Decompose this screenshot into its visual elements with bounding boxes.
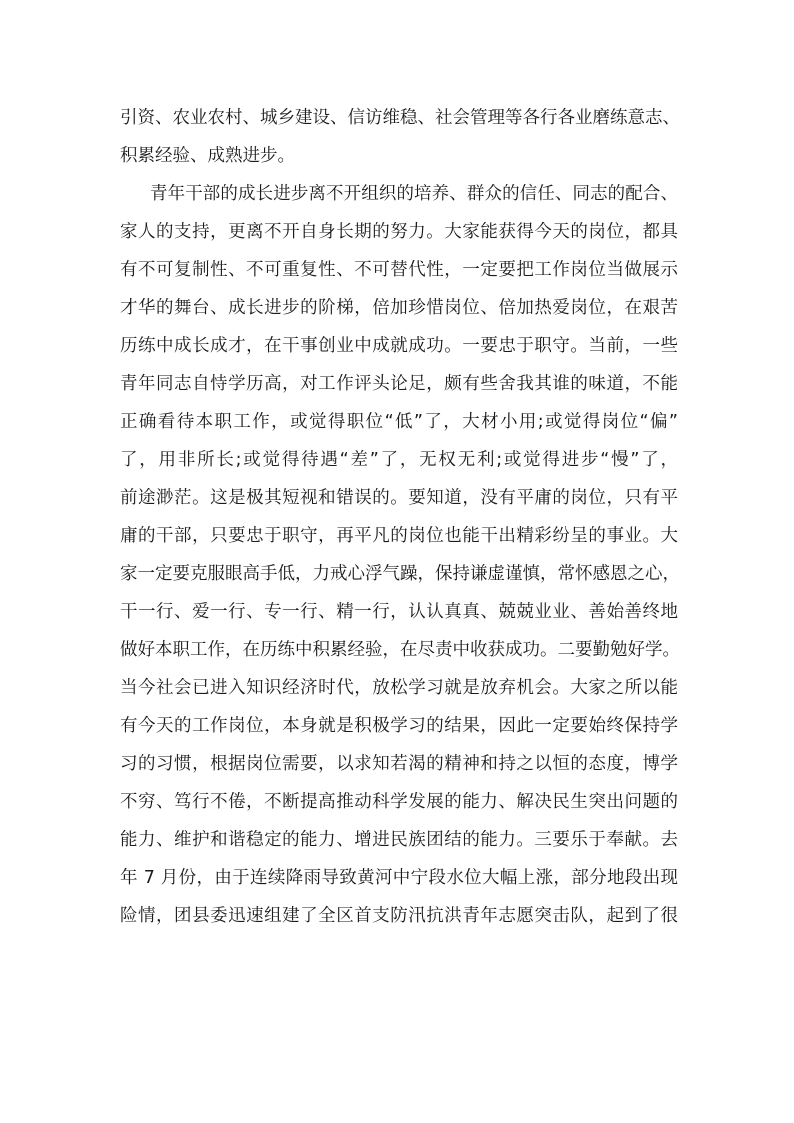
text-line: 青年干部的成长进步离不开组织的培养、群众的信任、同志的配合、 <box>150 184 678 204</box>
text-line: 才华的舞台、成长进步的阶梯，倍加珍惜岗位、倍加热爱岗位，在艰苦 <box>120 298 678 318</box>
text-line: 引资、农业农村、城乡建设、信访维稳、社会管理等各行各业磨练意志、 <box>120 108 680 128</box>
text-line: 有今天的工作岗位，本身就是积极学习的结果，因此一定要始终保持学 <box>120 716 678 736</box>
text-line: 当今社会已进入知识经济时代，放松学习就是放弃机会。大家之所以能 <box>120 678 678 698</box>
text-line: 不穷、笃行不倦，不断提高推动科学发展的能力、解决民生突出问题的 <box>120 792 678 812</box>
text-line: 了，用非所长;或觉得待遇“差”了，无权无利;或觉得进步“慢”了， <box>120 450 678 470</box>
text-line: 做好本职工作，在历练中积累经验，在尽责中收获成功。二要勤勉好学。 <box>120 640 680 660</box>
text-line: 干一行、爱一行、专一行、精一行，认认真真、兢兢业业、善始善终地 <box>120 602 678 622</box>
text-line: 积累经验、成熟进步。 <box>120 146 295 166</box>
text-line: 前途渺茫。这是极其短视和错误的。要知道，没有平庸的岗位，只有平 <box>120 488 678 508</box>
text-line: 家人的支持，更离不开自身长期的努力。大家能获得今天的岗位，都具 <box>120 222 678 242</box>
text-line: 正确看待本职工作，或觉得职位“低”了，大材小用;或觉得岗位“偏” <box>120 412 678 432</box>
body-text <box>120 99 690 935</box>
text-line: 习的习惯，根据岗位需要，以求知若渴的精神和持之以恒的态度，博学 <box>120 754 678 774</box>
text-line: 家一定要克服眼高手低，力戒心浮气躁，保持谦虚谨慎，常怀感恩之心， <box>120 564 680 584</box>
text-line: 险情，团县委迅速组建了全区首支防汛抗洪青年志愿突击队，起到了很 <box>120 906 678 926</box>
text-line: 有不可复制性、不可重复性、不可替代性，一定要把工作岗位当做展示 <box>120 260 678 280</box>
text-line: 庸的干部，只要忠于职守，再平凡的岗位也能干出精彩纷呈的事业。大 <box>120 526 678 546</box>
text-line: 能力、维护和谐稳定的能力、增进民族团结的能力。三要乐于奉献。去 <box>120 830 678 850</box>
text-line: 历练中成长成才，在干事创业中成就成功。一要忠于职守。当前，一些 <box>120 336 678 356</box>
text-line: 青年同志自恃学历高，对工作评头论足，颇有些舍我其谁的味道，不能 <box>120 374 678 394</box>
text-line: 年 7 月份，由于连续降雨导致黄河中宁段水位大幅上涨，部分地段出现 <box>120 868 678 888</box>
